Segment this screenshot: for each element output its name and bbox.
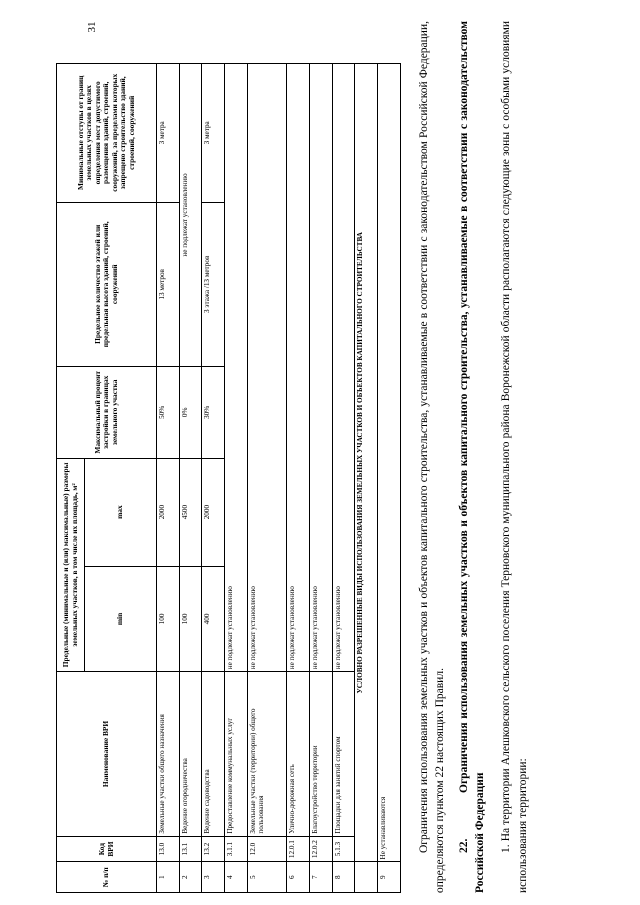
row-span-value: Не устанавливаются xyxy=(378,64,401,862)
regulations-table-wrap xyxy=(56,63,401,893)
row-span-value: не подлежат установлению xyxy=(247,64,286,672)
row-num: 8 xyxy=(332,862,355,893)
row-max: 2000 xyxy=(202,458,225,566)
row-span-value: не подлежат установлению xyxy=(332,64,355,672)
row-setback: 3 метра xyxy=(202,64,225,203)
row-num: 5 xyxy=(247,862,286,893)
row-num: 3 xyxy=(202,862,225,893)
header-name: Наименование ВРИ xyxy=(57,672,157,836)
row-code: 3.1.1 xyxy=(225,836,248,862)
paragraph-zones: 1. На территории Алешковского сельского поселения Терновского муниципального района Воронежской области располагаются следующие зоны с особыми условиями использования территории: xyxy=(500,21,529,893)
table-row xyxy=(332,64,355,893)
row-floors-span: не подлежат установлению xyxy=(179,64,202,367)
row-min: 400 xyxy=(202,566,225,672)
header-size-group: Предельные (минимальные и (или) максимальные) размеры земельных участков, в том числе их площадь, м² xyxy=(57,458,85,672)
section-heading xyxy=(456,21,489,893)
row-max: 2000 xyxy=(157,458,180,566)
row-span-value: не подлежат установлению xyxy=(225,64,248,672)
regulations-table xyxy=(56,63,401,893)
header-min: min xyxy=(85,566,157,672)
page-number: 31 xyxy=(86,21,98,33)
row-name: Благоустройство территории xyxy=(310,672,333,836)
row-name: Улично-дорожная сеть xyxy=(287,672,310,836)
table-row xyxy=(247,64,286,893)
header-max: max xyxy=(85,458,157,566)
row-min: 100 xyxy=(157,566,180,672)
section-number: 22. xyxy=(457,838,470,853)
row-name: Площадки для занятий спортом xyxy=(332,672,355,836)
row-code: 12.0.1 xyxy=(287,836,310,862)
table-row xyxy=(378,64,401,893)
row-code: 13.0 xyxy=(157,836,180,862)
row-name: Ведение садоводства xyxy=(202,672,225,836)
row-floors: 3 этажа /13 метров xyxy=(202,202,225,366)
row-coverage: 30% xyxy=(202,367,225,459)
row-code: 13.2 xyxy=(202,836,225,862)
table-row xyxy=(310,64,333,893)
table-row xyxy=(225,64,248,893)
row-setback: 3 метра xyxy=(157,64,180,203)
row-num: 4 xyxy=(225,862,248,893)
row-num: 1 xyxy=(157,862,180,893)
row-code: 5.1.3 xyxy=(332,836,355,862)
header-num: № п/п xyxy=(57,862,157,893)
row-floors: 13 метров xyxy=(157,202,180,366)
row-code: 12.0.2 xyxy=(310,836,333,862)
table-row xyxy=(157,64,180,893)
row-code: 13.1 xyxy=(179,836,202,862)
row-min: 100 xyxy=(179,566,202,672)
row-span-value: не подлежат установлению xyxy=(310,64,333,672)
header-code: Код ВРИ xyxy=(57,836,157,862)
row-name: Земельные участки общего назначения xyxy=(157,672,180,836)
row-max: 4500 xyxy=(179,458,202,566)
body-text xyxy=(416,21,531,893)
table-row xyxy=(202,64,225,893)
paragraph-restrictions: Ограничения использования земельных участков и объектов капитального строительства, устанавливаемые в соответствии с законодательством Российской Федерации, определяются пунктом 22 настоящих Правил. xyxy=(418,21,447,893)
conditional-header-row xyxy=(355,64,378,893)
table-row xyxy=(287,64,310,893)
row-coverage: 0% xyxy=(179,367,202,459)
conditional-uses-header: УСЛОВНО РАЗРЕШЕННЫЕ ВИДЫ ИСПОЛЬЗОВАНИЯ ЗЕМЕЛЬНЫХ УЧАСТКОВ И ОБЪЕКТОВ КАПИТАЛЬНОГО СТРОИТЕЛЬСТВА xyxy=(355,64,378,862)
row-name: Земельные участки (территории) общего пользования xyxy=(247,672,286,836)
header-setback: Минимальные отступы от границ земельных участков в целях определения мест допустимого размещения зданий, строений, сооружений, за пределами которых запрещено строительство зданий, строений, сооружений xyxy=(57,64,157,203)
row-num: 9 xyxy=(378,862,401,893)
row-num: 2 xyxy=(179,862,202,893)
section-title: Ограничения использования земельных участков и объектов капитального строительства, устанавливаемые в соответствии с законодательством Российской Федерации xyxy=(457,21,486,893)
row-code: 12.0 xyxy=(247,836,286,862)
row-name: Ведение огородничества xyxy=(179,672,202,836)
row-span-value: не подлежат установлению xyxy=(287,64,310,672)
row-num: 7 xyxy=(310,862,333,893)
row-num: 6 xyxy=(287,862,310,893)
row-name: Предоставление коммунальных услуг xyxy=(225,672,248,836)
row-coverage: 50% xyxy=(157,367,180,459)
header-floors: Предельное количество этажей или предельная высота зданий, строений, сооружений xyxy=(57,202,157,366)
table-row xyxy=(179,64,202,893)
header-coverage: Максимальный процент застройки в границах земельного участка xyxy=(57,367,157,459)
